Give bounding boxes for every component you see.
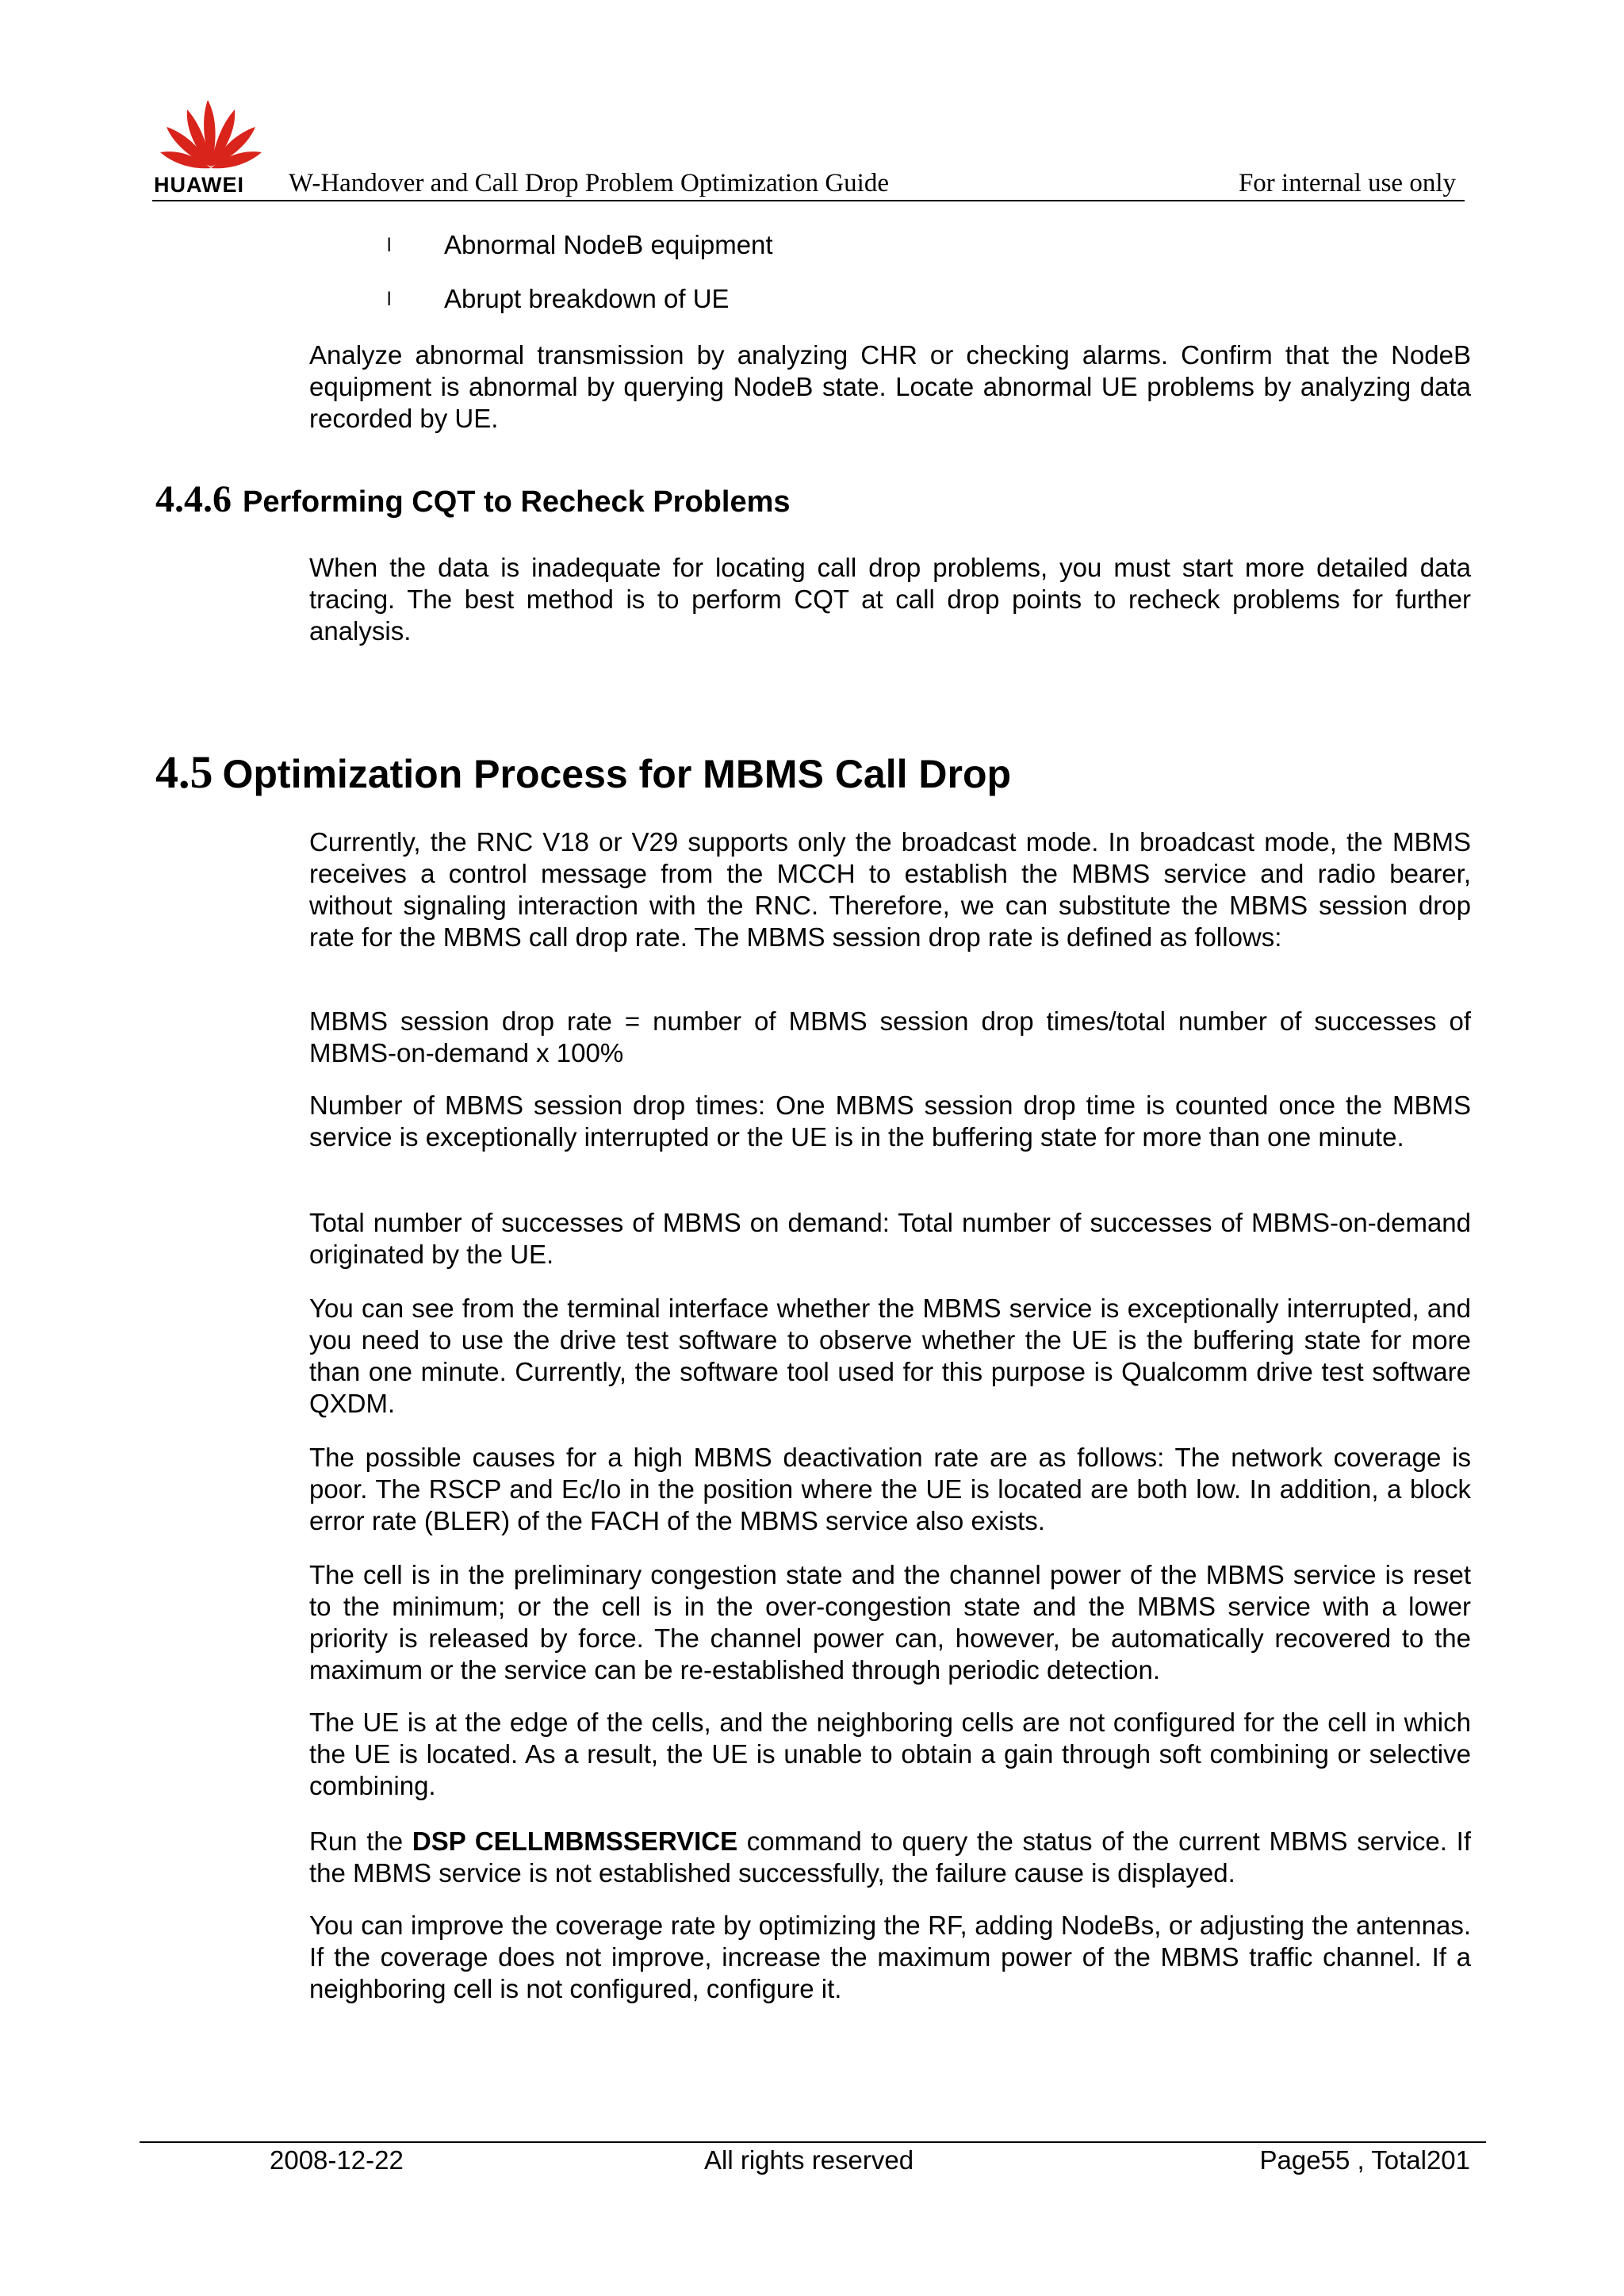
paragraph: MBMS session drop rate = number of MBMS session drop times/total number of successes of MBMS-on-demand x 100% <box>309 1006 1471 1068</box>
paragraph: You can see from the terminal interface whether the MBMS service is exceptionally interrupted, and you need to use the drive test software to observe whether the UE is the buffering state for more than one minute. Currently, the software tool used for this purpose is Qualcomm drive test software QXDM. <box>309 1294 1471 1418</box>
header-divider <box>152 200 1465 201</box>
bullet-item: Abnormal NodeB equipment <box>444 230 773 259</box>
section-heading-4-5 <box>155 746 1011 799</box>
paragraph: The UE is at the edge of the cells, and the neighboring cells are not configured for the cell in which the UE is located. As a result, the UE is unable to obtain a gain through soft combining or selective combining. <box>309 1708 1471 1800</box>
brand-name: HUAWEI <box>154 173 244 197</box>
bullet-marker: l <box>387 289 392 310</box>
paragraph: Total number of successes of MBMS on demand: Total number of successes of MBMS-on-demand originated by the UE. <box>309 1208 1471 1269</box>
footer-page-number: Page55 , Total201 <box>1259 2145 1470 2175</box>
section-title: Performing CQT to Recheck Problems <box>243 485 791 519</box>
footer-date: 2008-12-22 <box>270 2145 404 2175</box>
classification-label: For internal use only <box>1238 169 1456 197</box>
paragraph: You can improve the coverage rate by optimizing the RF, adding NodeBs, or adjusting the antennas. If the coverage does not improve, increase the maximum power of the MBMS traffic channel. If a neighboring cell is not configured, configure it. <box>309 1911 1471 2003</box>
bullet-item: Abrupt breakdown of UE <box>444 284 730 313</box>
section-number: 4.5 <box>155 746 213 798</box>
paragraph: When the data is inadequate for locating call drop problems, you must start more detailed data tracing. The best method is to perform CQT at call drop points to recheck problems for further analysis. <box>309 553 1471 646</box>
document-title: W-Handover and Call Drop Problem Optimization Guide <box>289 169 890 197</box>
section-heading-4-4-6 <box>155 477 791 521</box>
paragraph: Currently, the RNC V18 or V29 supports only the broadcast mode. In broadcast mode, the MBMS receives a control message from the MCCH to establish the MBMS service and radio bearer, without signaling interaction with the RNC. Therefore, we can substitute the MBMS session drop rate for the MBMS call drop rate. The MBMS session drop rate is defined as follows: <box>309 827 1471 952</box>
paragraph: Number of MBMS session drop times: One MBMS session drop time is counted once the MBMS service is exceptionally interrupted or the UE is in the buffering state for more than one minute. <box>309 1091 1471 1152</box>
section-title: Optimization Process for MBMS Call Drop <box>222 752 1012 796</box>
footer-rights: All rights reserved <box>704 2145 914 2175</box>
paragraph <box>309 1826 1471 1889</box>
command-name: DSP CELLMBMSSERVICE <box>412 1826 738 1856</box>
paragraph-text: Run the <box>309 1826 412 1856</box>
footer-divider <box>140 2141 1486 2143</box>
paragraph-text: command to query the status of the current MBMS service. If the MBMS service is not established successfully, the failure cause is displayed. <box>309 1826 1471 1888</box>
section-number: 4.4.6 <box>155 478 232 520</box>
paragraph: The cell is in the preliminary congestion state and the channel power of the MBMS service is reset to the minimum; or the cell is in the over-congestion state and the MBMS service with a lower priority is released by force. The channel power can, however, be automatically recovered to the maximum or the service can be re-established through periodic detection. <box>309 1560 1471 1685</box>
paragraph: Analyze abnormal transmission by analyzing CHR or checking alarms. Confirm that the NodeB equipment is abnormal by querying NodeB state. Locate abnormal UE problems by analyzing data recorded by UE. <box>309 340 1471 433</box>
paragraph: The possible causes for a high MBMS deactivation rate are as follows: The network coverage is poor. The RSCP and Ec/Io in the position where the UE is located are both low. In addition, a block error rate (BLER) of the FACH of the MBMS service also exists. <box>309 1443 1471 1535</box>
bullet-marker: l <box>387 235 392 256</box>
